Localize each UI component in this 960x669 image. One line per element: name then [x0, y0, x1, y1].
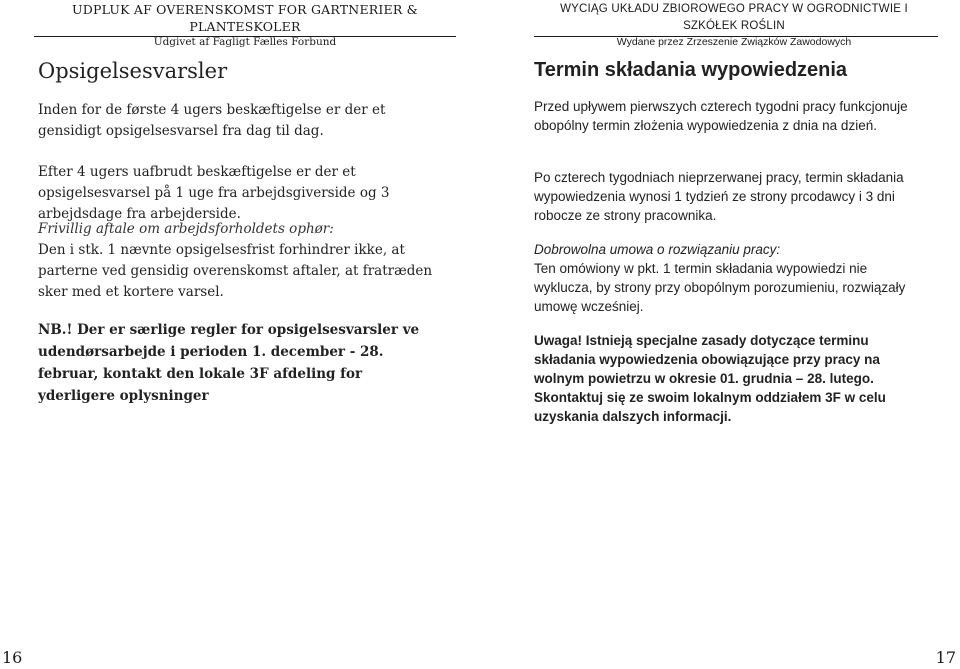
paragraph-voluntary-agreement: Den i stk. 1 nævnte opsigelsesfrist forhindrer ikke, at parterne ved gensidig overenskomst aftaler, at fratræden sker med et kortere varsel. [38, 242, 433, 300]
header-title: UDPLUK AF OVERENSKOMST FOR GARTNERIER & PLANTESKOLER [72, 2, 418, 34]
header-title: WYCIĄG UKŁADU ZBIOROWEGO PRACY W OGRODNICTWIE I SZKÓŁEK ROŚLIN [560, 3, 908, 32]
header-subtitle: Udgivet af Fagligt Fælles Forbund [153, 36, 337, 48]
subheading-voluntary-agreement: Frivillig aftale om arbejdsforholdets ophør: [38, 221, 334, 237]
paragraph-initial-notice: Inden for de første 4 ugers beskæftigelse er der et gensidigt opsigelsesvarsel fra dag til dag. [38, 102, 386, 139]
special-rules-note: NB.! Der er særlige regler for opsigelsesvarsler ve udendørsarbejde i perioden 1. december - 28. februar, kontakt den lokale 3F afdeling for yderligere oplysninger [38, 322, 420, 404]
subheading-voluntary-agreement: Dobrowolna umowa o rozwiązaniu pracy: [534, 242, 781, 257]
header-rule [534, 36, 938, 37]
page-number: 17 [935, 648, 956, 667]
section-title: Opsigelsesvarsler [38, 59, 228, 83]
paragraph-voluntary-agreement: Ten omówiony w pkt. 1 termin składania wypowiedzi nie wyklucza, by strony przy obopólnym porozumieniu, rozwiązały umowę wcześniej. [534, 261, 906, 314]
header-subtitle: Wydane przez Zrzeszenie Związków Zawodowych [616, 36, 852, 48]
page-number: 16 [2, 648, 23, 667]
running-header [534, 1, 934, 50]
paragraph-notice-after-4-weeks: Efter 4 ugers uafbrudt beskæftigelse er der et opsigelsesvarsel på 1 uge fra arbejdsgiverside og 3 arbejdsdage fra arbejderside. [38, 164, 390, 222]
paragraph-notice-after-4-weeks: Po czterech tygodniach nieprzerwanej pracy, termin składania wypowiedzenia wynosi 1 tydzień ze strony prcodawcy i 3 dni robocze ze strony pracownika. [534, 170, 904, 223]
section-title: Termin składania wypowiedzenia [534, 59, 848, 81]
paragraph-initial-notice: Przed upływem pierwszych czterech tygodni pracy funkcjonuje obopólny termin złożenia wypowiedzenia z dnia na dzień. [534, 99, 908, 133]
special-rules-note: Uwaga! Istnieją specjalne zasady dotyczące terminu składania wypowiedzenia obowiązujące przy pracy na wolnym powietrzu w okresie 01. grudnia – 28. lutego. Skontaktuj się ze swoim lokalnym oddziałem 3F w celu uzyskania dalszych informacji. [534, 333, 886, 424]
running-header [34, 1, 456, 50]
header-rule [34, 36, 456, 37]
